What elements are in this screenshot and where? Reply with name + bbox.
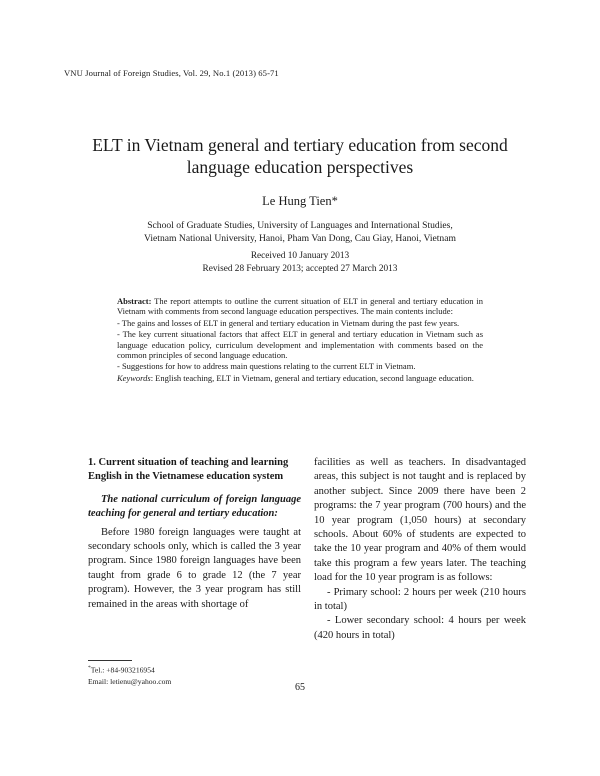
keywords-label: Keywords <box>117 372 151 383</box>
footnote-tel <box>88 663 301 676</box>
abstract-label: Abstract: <box>117 296 152 306</box>
keywords-text: : English teaching, ELT in Vietnam, general and tertiary education, second language education. <box>150 372 474 383</box>
footnote-email: Email: letienu@yahoo.com <box>88 677 172 687</box>
footnote-tel-text: Tel.: +84-903216954 <box>90 665 155 675</box>
abstract-intro <box>117 296 483 317</box>
abstract-intro-text: The report attempts to outline the current situation of ELT in general and tertiary education in Vietnam with comments from second language education perspectives. The main contents include: <box>117 296 483 317</box>
affiliation-line-2: Vietnam National University, Hanoi, Pham Van Dong, Cau Giay, Hanoi, Vietnam <box>144 233 456 244</box>
bullet-lower-secondary: - Lower secondary school: 4 hours per week (420 hours in total) <box>314 615 526 641</box>
page-number: 65 <box>295 682 305 693</box>
paper-title <box>60 134 540 178</box>
title-line-1: ELT in Vietnam general and tertiary education from second <box>92 135 508 155</box>
footnote-marker: * <box>88 665 91 671</box>
revised-date: Revised 28 February 2013; accepted 27 March 2013 <box>202 264 398 274</box>
footnote-rule <box>88 660 132 661</box>
journal-citation: VNU Journal of Foreign Studies, Vol. 29, No.1 (2013) 65-71 <box>64 68 279 78</box>
title-line-2: language education perspectives <box>186 157 414 177</box>
affiliation <box>0 219 600 245</box>
left-column <box>88 456 301 612</box>
submission-dates <box>0 250 600 276</box>
section-heading: 1. Current situation of teaching and learning English in the Vietnamese education system <box>88 457 289 483</box>
right-paragraph: facilities as well as teachers. In disadvantaged areas, this subject is not taught and is replaced by another subject. Since 2009 there have been 2 programs: the 7 year program (700 hours) and the 10 year program (1,050 hours) at secondary schools. About 60% of students are expected to take the 10 year program and 40% of them would take this program a few years later. The teaching load for the 10 year program is as follows: <box>314 457 526 584</box>
affiliation-line-1: School of Graduate Studies, University of Languages and International Studies, <box>147 220 453 231</box>
abstract-item-1: - The gains and losses of ELT in general and tertiary education in Vietnam during the past few years. <box>117 317 460 328</box>
abstract-item-3: - Suggestions for how to address main questions relating to the current ELT in Vietnam. <box>117 361 416 372</box>
bullet-primary-school: - Primary school: 2 hours per week (210 hours in total) <box>314 586 526 613</box>
keywords <box>117 373 483 383</box>
received-date: Received 10 January 2013 <box>250 251 350 261</box>
left-paragraph: Before 1980 foreign languages were taught at secondary schools only, which is called the 3 year program. Since 1980 foreign languages have been taught from grade 6 to grade 12 (the 7 year program). However, the 3 year program has still remained in the areas with shortage of <box>88 526 301 610</box>
right-column <box>314 456 526 643</box>
abstract-item-2: - The key current situational factors that affect ELT in general and tertiary education in Vietnam such as language education policy, curriculum development and implementation with comments based on the common principles of second language education. <box>117 329 483 361</box>
author-name: Le Hung Tien* <box>262 194 338 208</box>
abstract <box>117 296 483 384</box>
subsection-heading: The national curriculum of foreign language teaching for general and tertiary education: <box>88 493 301 520</box>
